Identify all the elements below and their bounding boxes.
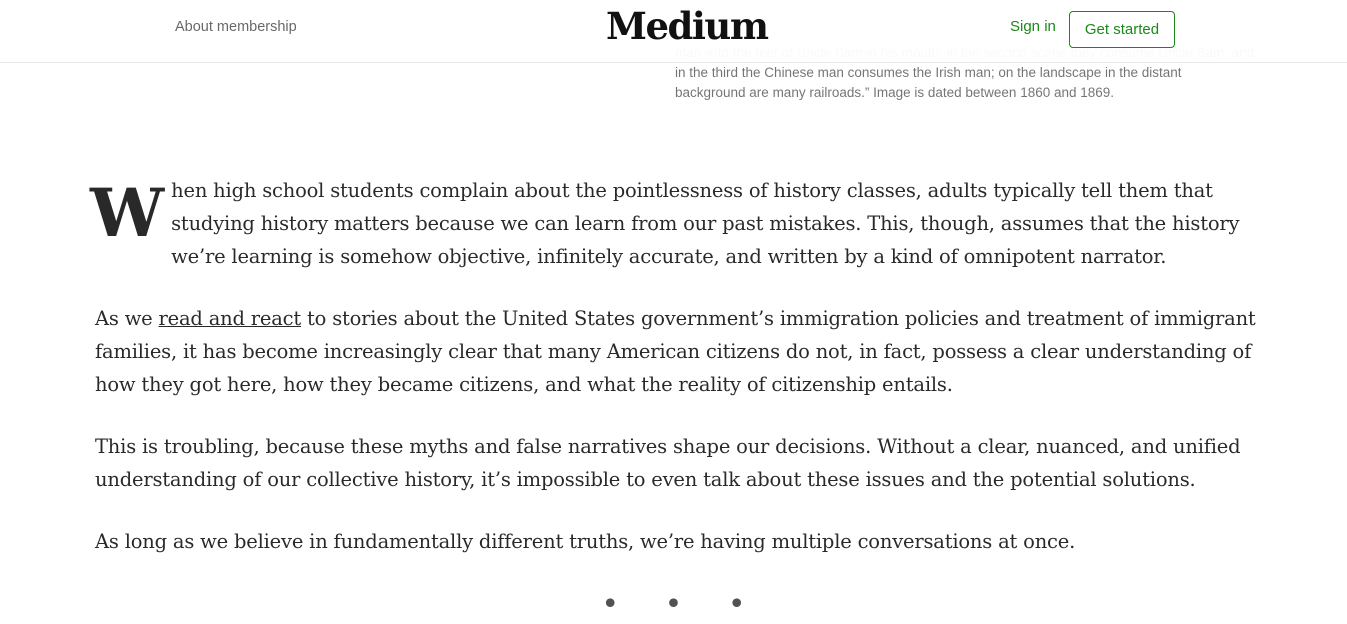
top-navbar — [0, 0, 1347, 63]
paragraph-text: hen high school students complain about the pointlessness of history classes, adults typically tell them that studying history matters because we can learn from our past mistakes. This, though, assumes that the history we’re learning is somehow objective, infinitely accurate, and written by a kind of omnipotent narrator. — [171, 179, 1240, 268]
article-body — [90, 174, 1275, 587]
drop-cap: W — [90, 174, 162, 252]
paragraph-text: to stories about the United States government’s immigration policies and treatment of immigrant families, it has become increasingly clear that many American citizens do not, in fact, possess a clear understanding of how they got here, how they became citizens, and what the reality of citizenship entails. — [95, 307, 1256, 396]
article-paragraph — [90, 174, 1275, 273]
paragraph-text: As long as we believe in fundamentally different truths, we’re having multiple conversations at once. — [95, 530, 1076, 553]
caption-line: background are many railroads.” Image is dated between 1860 and 1869. — [675, 85, 1115, 100]
article-paragraph — [95, 525, 1275, 558]
section-divider: • • • — [601, 587, 764, 622]
about-membership-link[interactable]: About membership — [175, 19, 297, 35]
medium-logo[interactable]: Medium — [606, 4, 768, 48]
sign-in-link[interactable]: Sign in — [1010, 18, 1056, 35]
get-started-button[interactable]: Get started — [1069, 11, 1175, 48]
article-paragraph — [95, 302, 1275, 401]
read-and-react-link[interactable]: read and react — [158, 307, 302, 330]
article-paragraph — [95, 430, 1275, 496]
paragraph-text: As we — [95, 307, 159, 330]
paragraph-text: This is troubling, because these myths and false narratives shape our decisions. Without a clear, nuanced, and unified understanding of our collective history, it’s impossible to even talk about these issues and the potential solutions. — [95, 435, 1241, 491]
caption-line: in the third the Chinese man consumes the Irish man; on the landscape in the distant — [675, 65, 1182, 80]
